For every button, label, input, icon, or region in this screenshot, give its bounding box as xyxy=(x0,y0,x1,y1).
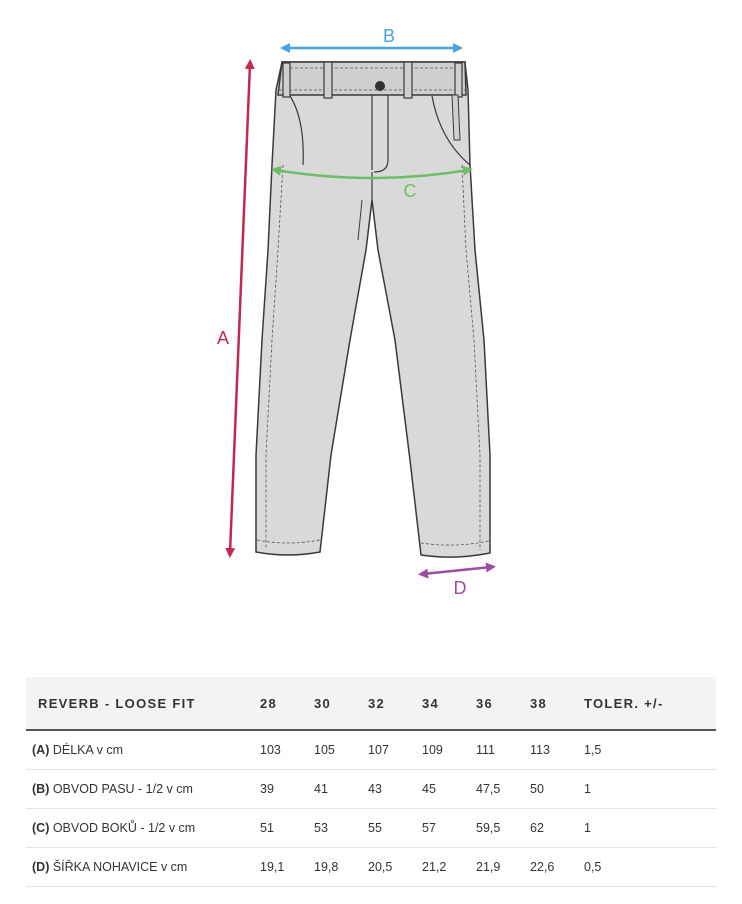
table-row xyxy=(26,769,716,808)
table-cell: 113 xyxy=(530,742,550,757)
table-cell: 55 xyxy=(368,820,382,835)
row-label xyxy=(26,847,260,886)
row-label xyxy=(26,808,260,847)
table-cell: 20,5 xyxy=(368,859,393,874)
belt-loop xyxy=(283,63,290,97)
table-cell: 19,1 xyxy=(260,859,285,874)
row-code: (A) xyxy=(32,742,50,757)
dimension-label-a: A xyxy=(216,328,230,348)
table-cell: 19,8 xyxy=(314,859,339,874)
size-header: 30 xyxy=(314,695,332,711)
tolerance-cell: 0,5 xyxy=(584,859,602,874)
size-header: 38 xyxy=(530,695,548,711)
tolerance-header: TOLER. +/- xyxy=(584,695,664,711)
table-cell: 107 xyxy=(368,742,389,757)
table-cell: 41 xyxy=(314,781,328,796)
waist-button xyxy=(375,81,385,91)
row-label-text: OBVOD PASU - 1/2 v cm xyxy=(49,781,193,796)
table-cell: 45 xyxy=(422,781,436,796)
side-tab xyxy=(452,95,460,140)
size-header: 32 xyxy=(368,695,386,711)
table-cell: 21,2 xyxy=(422,859,447,874)
table-row xyxy=(26,808,716,847)
row-label-text: ŠÍŘKA NOHAVICE v cm xyxy=(49,859,188,874)
belt-loop xyxy=(324,62,332,98)
pants-illustration xyxy=(256,62,490,557)
table-cell: 57 xyxy=(422,820,436,835)
table-cell: 21,9 xyxy=(476,859,501,874)
row-label xyxy=(26,769,260,808)
dimension-label-c: C xyxy=(403,181,417,201)
table-header-row xyxy=(26,677,716,730)
table-title: REVERB - LOOSE FIT xyxy=(38,695,196,711)
size-header: 36 xyxy=(476,695,494,711)
table-row xyxy=(26,730,716,769)
dimension-label-d: D xyxy=(453,578,467,598)
belt-loop xyxy=(404,62,412,98)
table-cell: 43 xyxy=(368,781,382,796)
table-cell: 47,5 xyxy=(476,781,501,796)
table-cell: 50 xyxy=(530,781,544,796)
table-cell: 103 xyxy=(260,742,281,757)
table-cell: 53 xyxy=(314,820,328,835)
dimension-arrow-a xyxy=(230,64,250,553)
row-label xyxy=(26,730,260,769)
dimension-label-b: B xyxy=(382,26,396,46)
table-cell: 22,6 xyxy=(530,859,555,874)
table-cell: 62 xyxy=(530,820,544,835)
dimension-arrow-d xyxy=(423,567,491,574)
table-cell: 59,5 xyxy=(476,820,501,835)
table-cell: 109 xyxy=(422,742,443,757)
tolerance-cell: 1 xyxy=(584,820,591,835)
size-header: 34 xyxy=(422,695,440,711)
table-cell: 105 xyxy=(314,742,335,757)
row-code: (C) xyxy=(32,820,50,835)
table-row xyxy=(26,847,716,886)
table-cell: 39 xyxy=(260,781,274,796)
tolerance-cell: 1,5 xyxy=(584,742,602,757)
row-code: (D) xyxy=(32,859,50,874)
belt-loop xyxy=(455,63,462,97)
row-label-text: DÉLKA v cm xyxy=(49,742,123,757)
table-cell: 51 xyxy=(260,820,274,835)
row-code: (B) xyxy=(32,781,50,796)
row-label-text: OBVOD BOKŮ - 1/2 v cm xyxy=(49,820,196,835)
size-header: 28 xyxy=(260,695,278,711)
tolerance-cell: 1 xyxy=(584,781,591,796)
table-cell: 111 xyxy=(476,742,496,757)
size-table xyxy=(26,677,716,887)
